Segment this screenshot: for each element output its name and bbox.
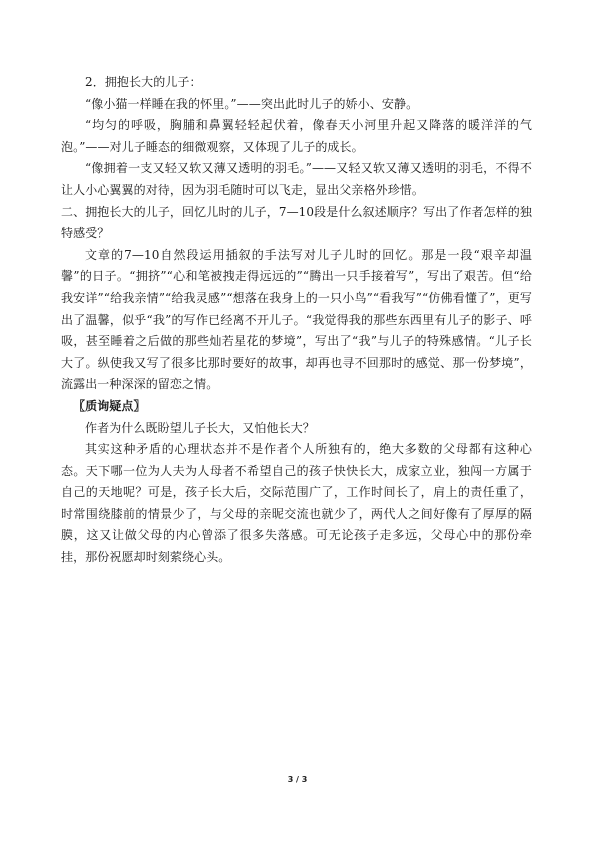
question: 作者为什么既盼望儿子长大，又怕他长大？ xyxy=(85,420,315,435)
paragraph: “像小猫一样睡在我的怀里。”——突出此时儿子的娇小、安静。 xyxy=(85,96,419,111)
paragraph: 文章的7—10自然段运用插叙的手法写对儿子儿时的回忆。那是一段“艰辛却温馨”的日子。“拥挤”“心和笔被拽走得远远的”“腾出一只手接着写”，写出了艰苦。但“给我安详”“给我亲情”“给我灵感”“想落在我身上的一只小鸟”“看我写”“仿佛看懂了”，更写出了温馨，似乎“我”的写作已经离不开儿子。“我觉得我的那些东西里有儿子的影子、呼吸，甚至睡着之后做的那些灿若星花的梦境”，写出了“我”与儿子的特殊感情。“儿子长大了。纵使我又写了很多比那时要好的故事，却再也寻不回那时的感觉、那一份梦境”，流露出一种深深的留恋之情。 xyxy=(61,247,532,392)
page-number: 3 / 3 xyxy=(287,775,308,784)
paragraph: 2．拥抱长大的儿子： xyxy=(85,75,202,89)
paragraph: “均匀的呼吸，胸脯和鼻翼轻轻起伏着，像春天小河里升起又降落的暖洋洋的气泡。”——对儿子睡态的细微观察，又体现了儿子的成长。 xyxy=(61,118,532,154)
paragraph: “像拥着一支又轻又软又薄又透明的羽毛。”——又轻又软又薄又透明的羽毛，不得不让人小心翼翼的对待，因为羽毛随时可以飞走，显出父亲格外珍惜。 xyxy=(61,161,532,197)
section-question: 二、拥抱长大的儿子，回忆儿时的儿子，7—10段是什么叙述顺序？写出了作者怎样的独特感受？ xyxy=(61,204,532,241)
section-heading: 〖质询疑点〗 xyxy=(73,398,146,413)
document-body xyxy=(61,72,532,569)
paragraph: 其实这种矛盾的心理状态并不是作者个人所独有的，绝大多数的父母都有这种心态。天下哪一位为人夫为人母者不希望自己的孩子快快长大，成家立业，独闯一方属于自己的天地呢？可是，孩子长大后，交际范围广了，工作时间长了，肩上的责任重了，时常围绕膝前的情景少了，与父母的亲昵交流也就少了，两代人之间好像有了厚厚的隔膜，这又让做父母的内心曾添了很多失落感。可无论孩子走多远，父母心中的那份牵挂，那份祝愿却时刻萦绕心头。 xyxy=(61,442,532,565)
